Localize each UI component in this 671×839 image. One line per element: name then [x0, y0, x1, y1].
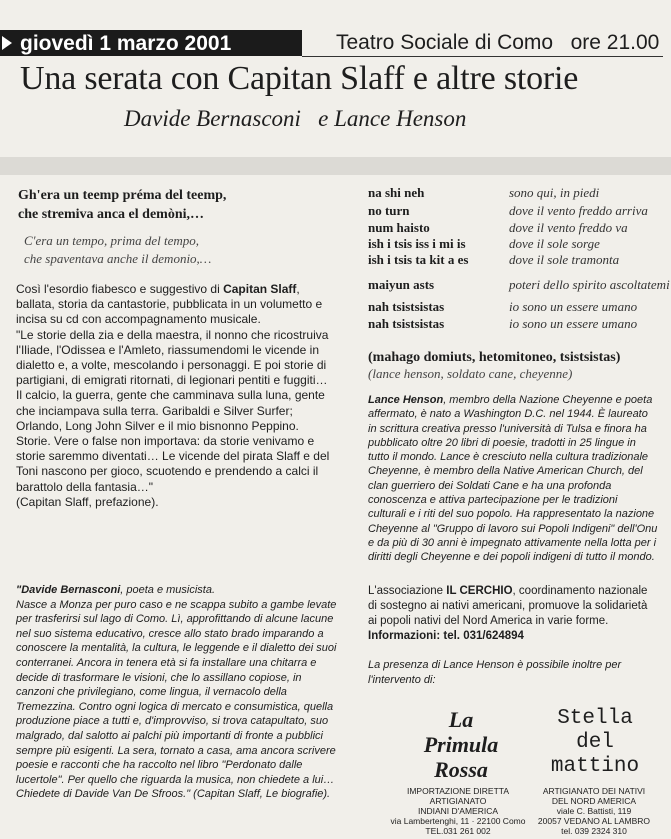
poem-italian-line: dove il sole sorge: [509, 236, 600, 251]
henson-bio-text: [368, 393, 658, 565]
intro-paragraph: [16, 282, 336, 510]
logo-line: del: [576, 731, 614, 754]
poem-italian-line: sono qui, in piedi: [509, 185, 600, 200]
logo-line: La: [448, 707, 474, 732]
poem-italian-line: poteri dello spirito ascoltatemi: [509, 277, 670, 292]
association-info: [368, 584, 658, 644]
primula-rossa-logo: [406, 707, 516, 782]
arrow-icon: [2, 36, 12, 50]
poem-italian-line: dove il vento freddo arriva: [509, 203, 648, 218]
authors-line: Davide Bernasconi e Lance Henson: [124, 106, 467, 131]
poem-cheyenne-line: ish i tsis iss i mi is: [368, 236, 466, 251]
poem-cheyenne-line: nah tsistsistas: [368, 299, 445, 314]
address-line: TEL.031 261 002: [425, 826, 491, 836]
divider-band: [0, 157, 671, 175]
dialect-line: Gh'era un teemp préma del teemp,: [18, 188, 227, 203]
association-description: , coordinamento nazionale di sostegno ai nativi americani, promuove la solidarietà ai popoli nativi del Nord America in varie forme.: [368, 585, 648, 627]
intro-pre: Così l'esordio fiabesco e suggestivo di: [16, 282, 224, 296]
henson-name: Lance Henson: [368, 394, 444, 406]
quote-source: (Capitan Slaff, prefazione).: [16, 494, 159, 509]
italian-line: C'era un tempo, prima del tempo,: [24, 233, 200, 248]
logo-line: Stella: [557, 707, 633, 730]
event-date: giovedì 1 marzo 2001: [20, 32, 232, 55]
poem-cheyenne-line: maiyun asts: [368, 277, 435, 292]
stella-del-mattino-logo: [540, 707, 650, 779]
address-line: DEL NORD AMERICA: [551, 796, 637, 806]
bio-role: , poeta e musicista.: [120, 584, 216, 596]
primula-rossa-address: [378, 786, 538, 836]
address-line: via Lambertenghi, 11 · 22100 Como: [390, 816, 526, 826]
address-line: IMPORTAZIONE DIRETTA: [406, 786, 509, 796]
stella-del-mattino-address: [524, 786, 664, 836]
address-line: tel. 039 2324 310: [561, 826, 627, 836]
logo-line: Rossa: [434, 757, 488, 782]
bio-text: Nasce a Monza per puro caso e ne scappa subito a gambe levate per trasferirsi sul lago di Como. Lì, approfittando di alcune lacune nel suo sistema educativo, cresce allo stato brado imparando a conoscere la mentalità, la cultura, le leggende e il dialetto dei suoi conterranei. Ancora in tenera età si fa installare una chitarra e decide di trasformare le visioni, che lo assillano copiose, in canzoni che privilegiano, come lingua, il vernacolo della Tremezzina. Contro ogni logica di mercato e consumistica, quella produzione piace a tutti e, d'improvviso, si trova catapultato, suo malgrado, dal salotto ai palchi più importanti di fronte a pubblici sempre più esigenti. La sera, tornato a casa, ama ancora scrivere poesie e racconti che ha raccolto nel libro "Perdonato dalle lucertole". Per quello che riguarda la musica, non chiedete a lui…Chiedete di Davide Van De Sfroos." (Capitan Slaff, Le biografie).: [16, 598, 337, 801]
italian-verse: [24, 232, 211, 268]
poem-cheyenne-line: no turn: [368, 203, 410, 218]
address-line: ARTIGIANATO DEI NATIVI: [542, 786, 646, 796]
logo-line: Primula: [423, 732, 499, 757]
preface-quote: "Le storie della zia e della maestra, il nonno che ricostruiva l'Iliade, l'Odissea e l'Amleto, riassumendomi le vicende in dialetto e, a volte, mescolando i personaggi. E poi storie di partigiani, di emigrati ritornati, di legionari pentiti e fuggiti… Il calcio, la guerra, gente che camminava sulla luna, gente che inciampava sulla terra. Garibaldi e Silver Surfer; Orlando, Long John Silver e il mio bisnonno Peppino. Storie. Vere o false non importava: da storie venivamo e storie saremmo diventati… Le vicende del pirata Slaff e del Toni nascono per gioco, scuotendo e prendendo a calci il barattolo della fantasia…": [16, 327, 330, 494]
event-venue: Teatro Sociale di Como ore 21.00: [336, 31, 660, 54]
intro-name: Capitan Slaff: [223, 282, 297, 296]
header-bar: [0, 28, 671, 58]
address-line: INDIANI D'AMERICA: [417, 806, 499, 816]
bio-heading: [16, 583, 338, 598]
page-title: Una serata con Capitan Slaff e altre storie: [20, 60, 579, 97]
info-phone: Informazioni: tel. 031/624894: [368, 630, 524, 642]
header-rule: [302, 56, 663, 57]
cheyenne-name: (mahago domiuts, hetomitoneo, tsistsistas): [368, 350, 621, 365]
intro-text: [16, 282, 336, 328]
presence-note: La presenza di Lance Henson è possibile inoltre per l'intervento di:: [368, 659, 622, 686]
italian-line: che spaventava anche il demonio,…: [24, 251, 212, 266]
association-name: IL CERCHIO: [446, 585, 513, 597]
poem-italian-line: dove il vento freddo va: [509, 220, 628, 235]
date-box: [0, 30, 302, 56]
association-pre: L'associazione: [368, 585, 447, 597]
bio-name: "Davide Bernasconi: [16, 584, 121, 596]
cheyenne-name-translation: (lance henson, soldato cane, cheyenne): [368, 366, 573, 381]
bernasconi-bio: [16, 583, 338, 802]
poem-cheyenne-line: ish i tsis ta kit a es: [368, 252, 469, 267]
poem-italian-line: io sono un essere umano: [509, 316, 638, 331]
dialect-verse: [18, 186, 226, 224]
henson-text: , membro della Nazione Cheyenne e poeta affermato, è nato a Washington D.C. nel 1944. È laureato in scrittura creativa presso l'università di Tulsa e finora ha pubblicato oltre 20 libri di poesie, tradotti in 25 lingue in tutto il mondo. Lance è cresciuto nella cultura tradizionale Cheyenne, è membro della Native American Church, del clan guerriero dei Soldati Cane e ha una profonda conoscenza e attiva partecipazione per le tradizioni culturali e i riti del suo popolo. Ha rappresentato la nazione Cheyenne al "Gruppo di lavoro sui Popoli Indigeni" dell'Onu e da più di 30 anni è impegnato attivamente nella lotta per i diritti degli Cheyenne e dei popoli indigeni di tutto il mondo.: [368, 394, 658, 564]
henson-bio: [368, 393, 658, 565]
poem-italian-line: dove il sole tramonta: [509, 252, 620, 267]
poem-cheyenne-line: nah tsistsistas: [368, 316, 445, 331]
poem-cheyenne-line: na shi neh: [368, 185, 425, 200]
dialect-line: che stremiva anca el demòni,…: [18, 207, 204, 222]
poem-cheyenne-line: num haisto: [368, 220, 430, 235]
logo-line: mattino: [550, 755, 640, 778]
intro-post: , ballata, storia da cantastorie, pubblicata in un volumetto e incisa su cd con accompagnamento musicale.: [16, 282, 323, 327]
association-text: [368, 584, 658, 629]
poem-italian-line: io sono un essere umano: [509, 299, 638, 314]
address-line: ARTIGIANATO: [429, 796, 487, 806]
address-line: viale C. Battisti, 119: [556, 806, 632, 816]
address-line: 20057 VEDANO AL LAMBRO: [537, 816, 651, 826]
